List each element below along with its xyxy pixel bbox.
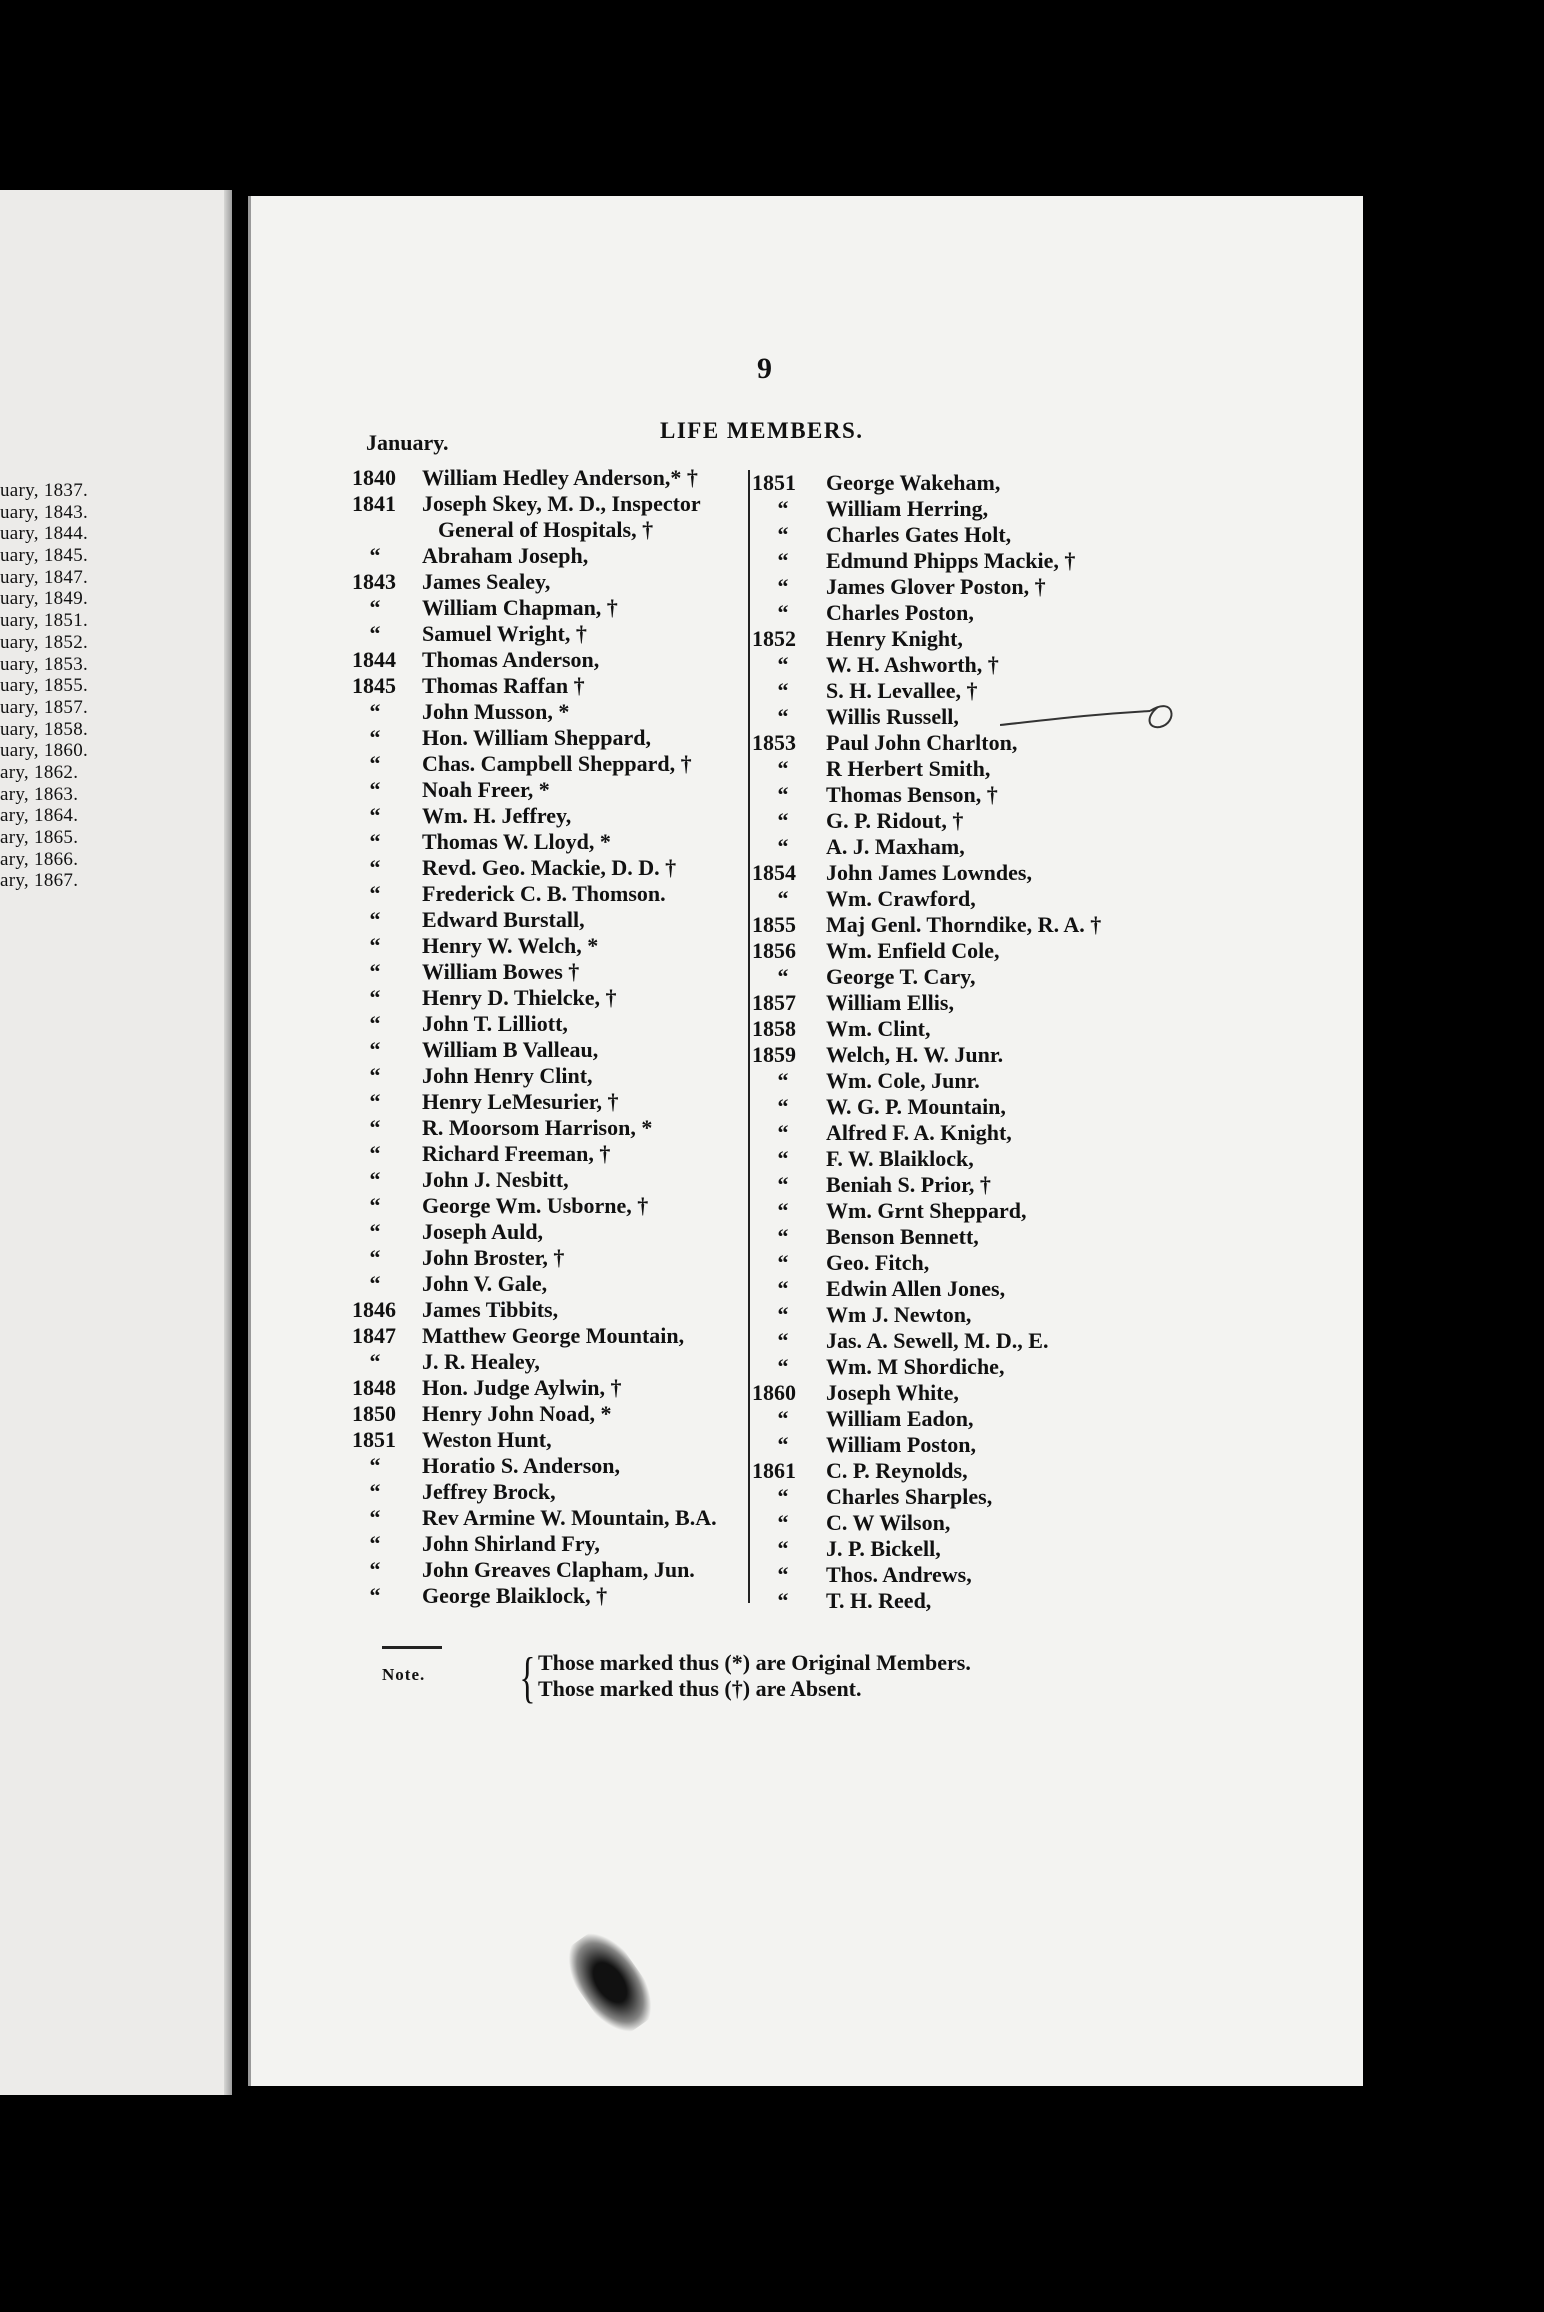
ditto-mark: “ [777, 1250, 789, 1275]
member-name: Revd. Geo. Mackie, D. D. † [422, 855, 677, 880]
member-name: Hon. Judge Aylwin, † [422, 1375, 622, 1400]
ditto-mark: “ [369, 907, 381, 932]
member-entry [352, 1063, 752, 1089]
member-name: William Ellis, [826, 990, 954, 1015]
member-entry [752, 574, 1172, 600]
member-entry [752, 808, 1172, 834]
ditto-mark: “ [369, 1063, 381, 1088]
ditto-mark: “ [777, 1120, 789, 1145]
ditto-mark: “ [369, 1583, 381, 1608]
member-entry [752, 1276, 1172, 1302]
ditto-mark: “ [777, 756, 789, 781]
ditto-mark: “ [777, 1536, 789, 1561]
entry-year: 1860 [752, 1380, 796, 1405]
member-name: Frederick C. B. Thomson. [422, 881, 666, 906]
member-name: Joseph Auld, [422, 1219, 544, 1244]
ditto-mark: “ [369, 1557, 381, 1582]
ditto-mark: “ [369, 543, 381, 568]
member-entry [752, 1250, 1172, 1276]
ditto-mark: “ [777, 548, 789, 573]
ditto-mark: “ [777, 678, 789, 703]
ditto-mark: “ [369, 1089, 381, 1114]
member-entry [352, 1011, 752, 1037]
member-entry [752, 1562, 1172, 1588]
member-name: William Hedley Anderson,* † [422, 465, 698, 490]
ditto-mark: “ [777, 522, 789, 547]
member-name: Wm. Clint, [826, 1016, 931, 1041]
ditto-mark: “ [777, 1510, 789, 1535]
member-name: James Tibbits, [422, 1297, 559, 1322]
facing-page-line: uary, 1845. [0, 545, 89, 567]
member-entry [352, 881, 752, 907]
member-name: William Herring, [826, 496, 989, 521]
entry-year: 1855 [752, 912, 796, 937]
member-name: Henry Knight, [826, 626, 963, 651]
note-line-original: Those marked thus (*) are Original Members. [538, 1650, 971, 1675]
member-entry [752, 886, 1172, 912]
ditto-mark: “ [777, 964, 789, 989]
facing-page-line: uary, 1843. [0, 501, 89, 523]
member-name: Wm. Crawford, [826, 886, 976, 911]
ditto-mark: “ [777, 782, 789, 807]
member-entry [752, 990, 1172, 1016]
member-entry [752, 782, 1172, 808]
member-entry [352, 985, 752, 1011]
member-name: Wm. H. Jeffrey, [422, 803, 572, 828]
member-entry [352, 1427, 752, 1453]
ditto-mark: “ [369, 1271, 381, 1296]
member-name: A. J. Maxham, [826, 834, 965, 859]
ditto-mark: “ [369, 725, 381, 750]
ditto-mark: “ [369, 1479, 381, 1504]
member-name: William Poston, [826, 1432, 976, 1457]
ditto-mark: “ [369, 1167, 381, 1192]
member-entry [352, 933, 752, 959]
member-name: John T. Lilliott, [422, 1011, 568, 1036]
member-entry [352, 491, 752, 517]
entry-year: 1859 [752, 1042, 796, 1067]
member-entry [352, 1505, 752, 1531]
member-entry [352, 595, 752, 621]
member-name: Charles Sharples, [826, 1484, 993, 1509]
member-name: Rev Armine W. Mountain, B.A. [422, 1505, 717, 1530]
facing-page-text [0, 480, 88, 892]
member-name: G. P. Ridout, † [826, 808, 964, 833]
facing-page-line: uary, 1851. [0, 610, 89, 632]
member-name: John V. Gale, [422, 1271, 548, 1296]
member-name: Edward Burstall, [422, 907, 585, 932]
member-entry [752, 522, 1172, 548]
ditto-mark: “ [777, 1094, 789, 1119]
entry-year: 1847 [352, 1323, 396, 1348]
ditto-mark: “ [777, 600, 789, 625]
members-column-right [752, 470, 1172, 1614]
ditto-mark: “ [369, 855, 381, 880]
member-entry [752, 1094, 1172, 1120]
ditto-mark: “ [777, 1562, 789, 1587]
member-name: Henry LeMesurier, † [422, 1089, 619, 1114]
member-name: C. P. Reynolds, [826, 1458, 968, 1483]
facing-page-line: uary, 1857. [0, 696, 89, 718]
member-entry [752, 1588, 1172, 1614]
member-entry [352, 569, 752, 595]
ditto-mark: “ [369, 1141, 381, 1166]
member-name: Edmund Phipps Mackie, † [826, 548, 1076, 573]
member-entry [752, 1328, 1172, 1354]
column-divider [748, 470, 750, 1603]
member-name: George Blaiklock, † [422, 1583, 608, 1608]
member-name: John Henry Clint, [422, 1063, 593, 1088]
member-entry [752, 496, 1172, 522]
member-entry [752, 1484, 1172, 1510]
member-name: Wm. Grnt Sheppard, [826, 1198, 1027, 1223]
member-name: T. H. Reed, [826, 1588, 932, 1613]
facing-page-line: uary, 1837. [0, 480, 89, 501]
member-name: William Bowes † [422, 959, 580, 984]
facing-page-line: uary, 1853. [0, 653, 89, 675]
member-name: Wm. Cole, Junr. [826, 1068, 980, 1093]
ditto-mark: “ [369, 751, 381, 776]
ditto-mark: “ [369, 777, 381, 802]
member-entry [352, 725, 752, 751]
ditto-mark: “ [369, 1349, 381, 1374]
member-name: Henry D. Thielcke, † [422, 985, 617, 1010]
ditto-mark: “ [777, 1068, 789, 1093]
member-name: Horatio S. Anderson, [422, 1453, 621, 1478]
ditto-mark: “ [777, 1406, 789, 1431]
ditto-mark: “ [777, 1484, 789, 1509]
ditto-mark: “ [777, 1224, 789, 1249]
ditto-mark: “ [777, 704, 789, 729]
member-entry [352, 699, 752, 725]
member-entry [352, 1037, 752, 1063]
member-entry [352, 1583, 752, 1609]
member-name: George Wakeham, [826, 470, 1001, 495]
entry-year: 1861 [752, 1458, 796, 1483]
member-name: Samuel Wright, † [422, 621, 587, 646]
member-entry [752, 1068, 1172, 1094]
ditto-mark: “ [369, 621, 381, 646]
member-name: Thomas Benson, † [826, 782, 998, 807]
ditto-mark: “ [777, 574, 789, 599]
member-entry [352, 647, 752, 673]
ditto-mark: “ [777, 886, 789, 911]
ditto-mark: “ [369, 829, 381, 854]
member-entry [352, 1453, 752, 1479]
ditto-mark: “ [369, 803, 381, 828]
member-entry [352, 1245, 752, 1271]
member-entry [352, 517, 752, 543]
entry-year: 1857 [752, 990, 796, 1015]
ditto-mark: “ [369, 1011, 381, 1036]
entry-year: 1845 [352, 673, 396, 698]
member-name: Beniah S. Prior, † [826, 1172, 991, 1197]
member-name: Jeffrey Brock, [422, 1479, 556, 1504]
member-entry [352, 465, 752, 491]
member-entry [352, 673, 752, 699]
ditto-mark: “ [777, 1432, 789, 1457]
member-name: Weston Hunt, [422, 1427, 552, 1452]
entry-year: 1851 [752, 470, 796, 495]
member-entry [352, 1531, 752, 1557]
member-name: John J. Nesbitt, [422, 1167, 569, 1192]
ditto-mark: “ [777, 1354, 789, 1379]
member-entry [352, 1219, 752, 1245]
ditto-mark: “ [777, 1276, 789, 1301]
ditto-mark: “ [369, 699, 381, 724]
member-name: Noah Freer, * [422, 777, 550, 802]
entry-year: 1852 [752, 626, 796, 651]
member-entry [752, 964, 1172, 990]
member-name: Thomas Raffan † [422, 673, 585, 698]
facing-page-line: ary, 1864. [0, 805, 79, 827]
member-entry [352, 803, 752, 829]
member-entry [352, 1271, 752, 1297]
member-entry [752, 1536, 1172, 1562]
page-fold [224, 190, 232, 2095]
member-entry [352, 1167, 752, 1193]
member-entry [352, 1557, 752, 1583]
member-name: George Wm. Usborne, † [422, 1193, 649, 1218]
ditto-mark: “ [777, 1302, 789, 1327]
member-name: Abraham Joseph, [422, 543, 589, 568]
member-name: Benson Bennett, [826, 1224, 979, 1249]
member-entry [752, 860, 1172, 886]
ditto-mark: “ [777, 1172, 789, 1197]
note-line-absent: Those marked thus (†) are Absent. [538, 1676, 862, 1701]
member-name: John Broster, † [422, 1245, 565, 1270]
member-name: R Herbert Smith, [826, 756, 991, 781]
ditto-mark: “ [369, 1193, 381, 1218]
note-block [538, 1650, 971, 1702]
member-name: Wm. Enfield Cole, [826, 938, 1000, 963]
member-name: C. W Wilson, [826, 1510, 951, 1535]
member-name: Edwin Allen Jones, [826, 1276, 1006, 1301]
member-entry [352, 1089, 752, 1115]
ditto-mark: “ [369, 1245, 381, 1270]
facing-page-line: ary, 1865. [0, 827, 79, 848]
member-entry [752, 652, 1172, 678]
note-label: Note. [382, 1665, 426, 1684]
member-entry [752, 1172, 1172, 1198]
facing-page-line: ary, 1867. [0, 870, 79, 892]
member-name: John James Lowndes, [826, 860, 1032, 885]
ditto-mark: “ [777, 652, 789, 677]
member-entry [352, 1323, 752, 1349]
page-number: 9 [757, 352, 772, 385]
member-name: R. Moorsom Harrison, * [422, 1115, 653, 1140]
member-name: J. P. Bickell, [826, 1536, 941, 1561]
member-name: Alfred F. A. Knight, [826, 1120, 1012, 1145]
member-entry [752, 1198, 1172, 1224]
ditto-mark: “ [369, 1037, 381, 1062]
member-name: F. W. Blaiklock, [826, 1146, 974, 1171]
ditto-mark: “ [369, 1453, 381, 1478]
ditto-mark: “ [369, 595, 381, 620]
facing-page-line: ary, 1866. [0, 848, 79, 870]
member-name: Thos. Andrews, [826, 1562, 972, 1587]
facing-page-line: ary, 1862. [0, 761, 79, 783]
facing-page-line: uary, 1852. [0, 631, 89, 653]
member-entry [752, 600, 1172, 626]
member-name: Geo. Fitch, [826, 1250, 930, 1275]
member-entry [752, 1510, 1172, 1536]
member-entry [352, 829, 752, 855]
member-name: William Eadon, [826, 1406, 974, 1431]
member-name: William Chapman, † [422, 595, 618, 620]
member-name: Jas. A. Sewell, M. D., E. [826, 1328, 1049, 1353]
ditto-mark: “ [777, 1146, 789, 1171]
ditto-mark: “ [369, 959, 381, 984]
member-name: George T. Cary, [826, 964, 976, 989]
member-name: Wm J. Newton, [826, 1302, 972, 1327]
member-name: J. R. Healey, [422, 1349, 540, 1374]
member-entry [352, 1193, 752, 1219]
member-name: Chas. Campbell Sheppard, † [422, 751, 692, 776]
facing-page-line: uary, 1847. [0, 566, 89, 588]
member-name: Welch, H. W. Junr. [826, 1042, 1004, 1067]
entry-year: 1843 [352, 569, 396, 594]
entry-year: 1844 [352, 647, 396, 672]
member-entry [752, 1406, 1172, 1432]
member-entry [352, 543, 752, 569]
ditto-mark: “ [369, 1531, 381, 1556]
member-name: Henry John Noad, * [422, 1401, 612, 1426]
note-brace: { [519, 1647, 536, 1709]
pencil-annotation [1000, 687, 1180, 737]
member-name: Charles Poston, [826, 600, 974, 625]
entry-year: 1858 [752, 1016, 796, 1041]
member-entry [352, 777, 752, 803]
member-name: S. H. Levallee, † [826, 678, 978, 703]
facing-page-fragment [0, 190, 232, 2095]
member-entry [752, 1354, 1172, 1380]
member-name: Thomas W. Lloyd, * [422, 829, 611, 854]
member-entry [752, 1432, 1172, 1458]
member-entry [752, 834, 1172, 860]
member-entry [752, 1146, 1172, 1172]
member-name: General of Hospitals, † [438, 517, 654, 542]
member-name: James Sealey, [422, 569, 551, 594]
entry-year: 1851 [352, 1427, 396, 1452]
member-entry [752, 1380, 1172, 1406]
member-entry [752, 548, 1172, 574]
member-name: Wm. M Shordiche, [826, 1354, 1005, 1379]
entry-year: 1853 [752, 730, 796, 755]
member-name: Maj Genl. Thorndike, R. A. † [826, 912, 1102, 937]
member-name: William B Valleau, [422, 1037, 599, 1062]
member-name: John Musson, * [422, 699, 570, 724]
member-entry [752, 756, 1172, 782]
ditto-mark: “ [777, 1198, 789, 1223]
entry-year: 1856 [752, 938, 796, 963]
member-entry [352, 1479, 752, 1505]
entry-year: 1850 [352, 1401, 396, 1426]
note-rule [382, 1646, 442, 1649]
member-entry [352, 621, 752, 647]
entry-year: 1854 [752, 860, 796, 885]
member-entry [752, 1042, 1172, 1068]
member-name: Paul John Charlton, [826, 730, 1018, 755]
entry-year: 1840 [352, 465, 396, 490]
member-entry [352, 1297, 752, 1323]
page-title: LIFE MEMBERS. [660, 418, 864, 443]
member-entry [352, 1401, 752, 1427]
member-entry [752, 1302, 1172, 1328]
member-entry [752, 626, 1172, 652]
member-name: John Greaves Clapham, Jun. [422, 1557, 695, 1582]
member-entry [352, 959, 752, 985]
member-name: Henry W. Welch, * [422, 933, 599, 958]
member-entry [752, 938, 1172, 964]
member-entry [352, 1115, 752, 1141]
member-entry [752, 1224, 1172, 1250]
member-entry [352, 1349, 752, 1375]
member-name: W. H. Ashworth, † [826, 652, 999, 677]
facing-page-line: uary, 1849. [0, 588, 89, 610]
ditto-mark: “ [369, 933, 381, 958]
members-column-left [352, 465, 752, 1609]
member-name: Charles Gates Holt, [826, 522, 1012, 547]
member-entry [352, 907, 752, 933]
facing-page-line: uary, 1860. [0, 740, 89, 762]
member-entry [752, 1458, 1172, 1484]
ditto-mark: “ [369, 1505, 381, 1530]
member-name: Hon. William Sheppard, [422, 725, 652, 750]
facing-page-line: uary, 1844. [0, 523, 89, 545]
member-name: John Shirland Fry, [422, 1531, 600, 1556]
ditto-mark: “ [777, 1588, 789, 1613]
facing-page-line: uary, 1855. [0, 675, 89, 697]
ditto-mark: “ [369, 881, 381, 906]
entry-year: 1841 [352, 491, 396, 516]
member-name: W. G. P. Mountain, [826, 1094, 1006, 1119]
ditto-mark: “ [369, 1219, 381, 1244]
member-entry [352, 1141, 752, 1167]
member-name: Willis Russell, [826, 704, 959, 729]
ditto-mark: “ [777, 834, 789, 859]
ditto-mark: “ [369, 1115, 381, 1140]
member-name: Richard Freeman, † [422, 1141, 611, 1166]
ditto-mark: “ [369, 985, 381, 1010]
ditto-mark: “ [777, 496, 789, 521]
member-entry [752, 912, 1172, 938]
member-entry [752, 470, 1172, 496]
facing-page-line: uary, 1858. [0, 718, 89, 740]
month-label: January. [366, 430, 449, 455]
member-entry [752, 1016, 1172, 1042]
member-name: Joseph White, [826, 1380, 959, 1405]
scan-border [1363, 196, 1544, 2086]
member-entry [352, 1375, 752, 1401]
member-entry [352, 751, 752, 777]
facing-page-line: ary, 1863. [0, 783, 79, 805]
member-entry [752, 1120, 1172, 1146]
entry-year: 1846 [352, 1297, 396, 1322]
ditto-mark: “ [777, 1328, 789, 1353]
member-name: Joseph Skey, M. D., Inspector [422, 491, 701, 516]
member-name: Matthew George Mountain, [422, 1323, 685, 1348]
entry-year: 1848 [352, 1375, 396, 1400]
member-name: Thomas Anderson, [422, 647, 600, 672]
member-entry [352, 855, 752, 881]
ditto-mark: “ [777, 808, 789, 833]
member-name: James Glover Poston, † [826, 574, 1046, 599]
